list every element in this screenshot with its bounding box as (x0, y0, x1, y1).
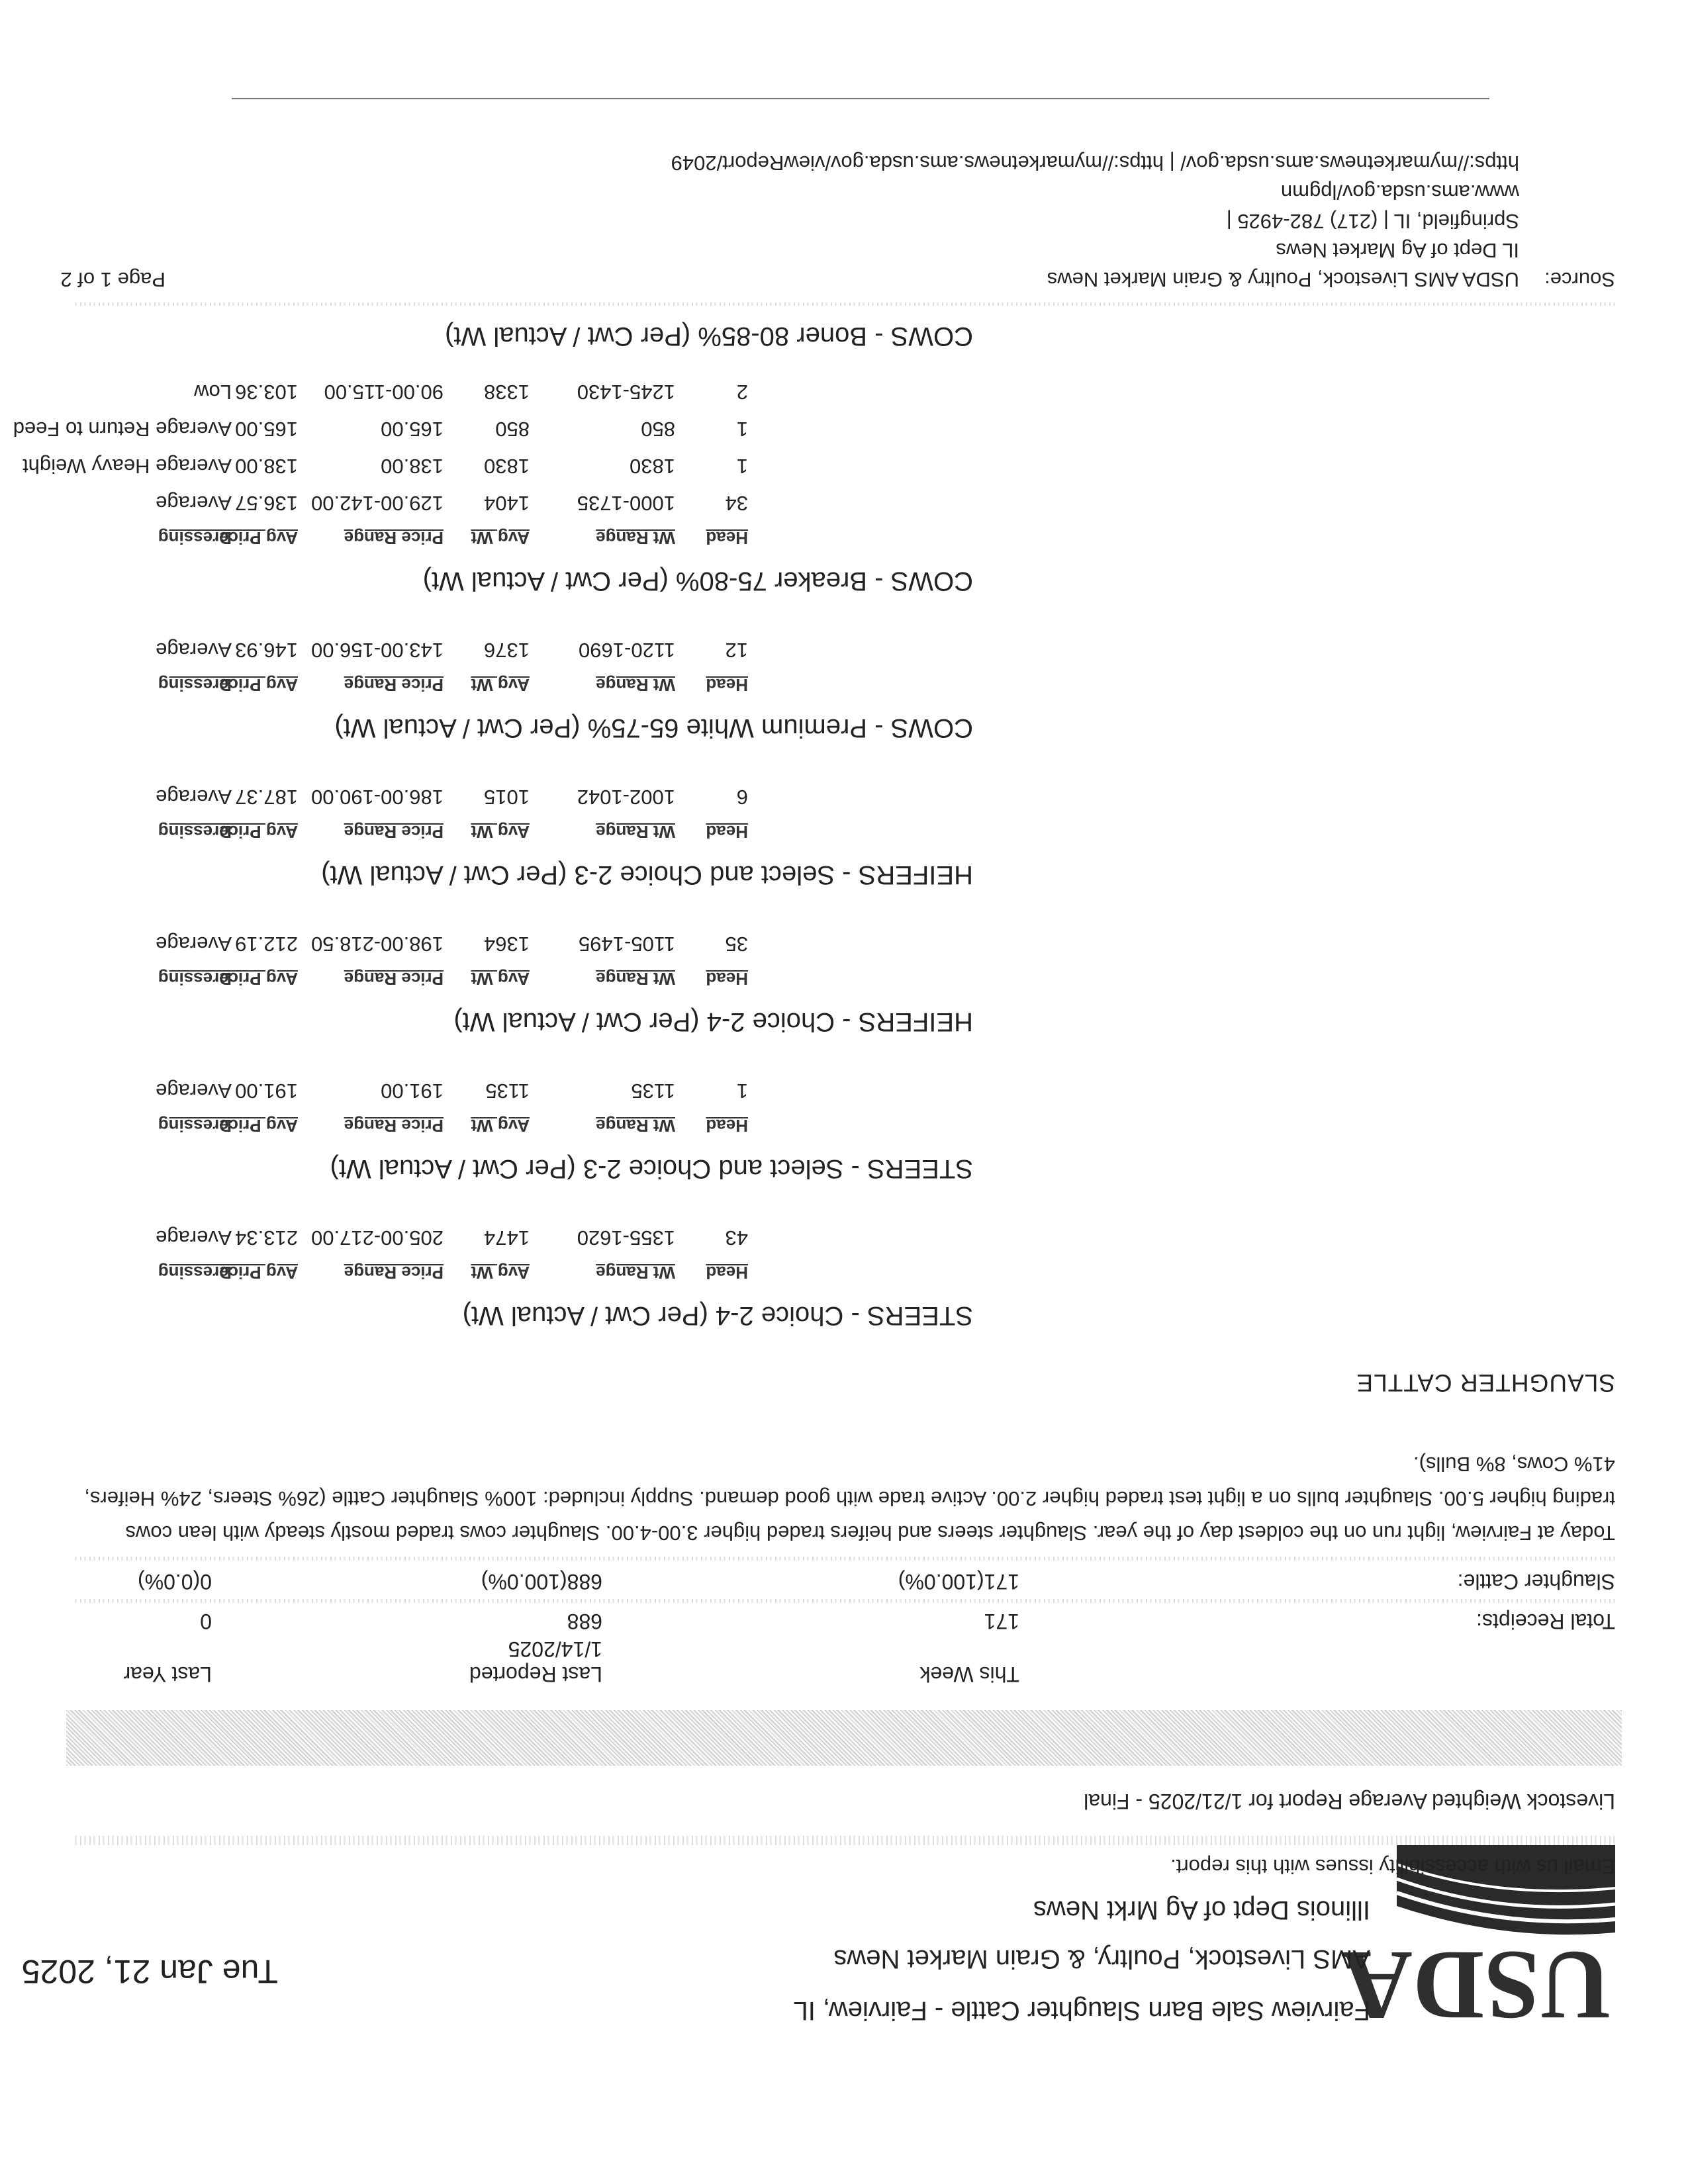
cell-dressing: Average Return to Feed (13, 418, 232, 441)
cell-wt-range: 1105-1495 (579, 933, 675, 956)
total-receipts-last-year: 0 (200, 1610, 212, 1633)
report-date: Tue Jan 21, 2025 (21, 1953, 278, 1990)
header-wt-range: Wt Range (596, 969, 675, 989)
cell-avg-price: 187.37 (235, 786, 298, 809)
total-receipts-label: Total Receipts: (1476, 1610, 1615, 1633)
cell-head: 6 (736, 786, 748, 809)
header-avg-price: Avg Price (219, 528, 298, 548)
cell-dressing: Average Heavy Weight (23, 455, 232, 478)
steers-choice-title: STEERS - Choice 2-4 (Per Cwt / Actual Wt) (462, 1301, 973, 1330)
cell-avg-wt: 1015 (484, 786, 530, 809)
header-wt-range: Wt Range (596, 528, 675, 548)
cell-dressing: Average (156, 1079, 232, 1103)
header-avg-wt: Avg Wt (471, 1116, 530, 1136)
cell-avg-wt: 1364 (484, 933, 530, 956)
col-this-week: This Week (919, 1662, 1019, 1686)
header-head: Head (706, 528, 748, 548)
slaughter-cattle-last-reported: 688(100.0%) (481, 1570, 602, 1594)
cell-wt-range: 1830 (630, 455, 675, 478)
header-head: Head (706, 969, 748, 989)
cell-dressing: Average (156, 639, 232, 662)
header-band (66, 1710, 1622, 1766)
section-heading: SLAUGHTER CATTLE (1356, 1369, 1615, 1396)
slaughter-cattle-label: Slaughter Cattle: (1457, 1570, 1615, 1594)
header-wt-range: Wt Range (596, 1263, 675, 1283)
cell-avg-wt: 1404 (484, 492, 530, 515)
cell-avg-wt: 1376 (484, 639, 530, 662)
header-avg-wt: Avg Wt (471, 675, 530, 695)
header-avg-wt: Avg Wt (471, 1263, 530, 1283)
agency-name: AMS Livestock, Poultry, & Grain Market News (833, 1944, 1370, 1974)
scan-divider (73, 1836, 1615, 1845)
cell-dressing: Average (156, 933, 232, 956)
header-dressing: Dressing (158, 822, 232, 842)
cell-head: 1 (736, 455, 748, 478)
header-dressing: Dressing (158, 528, 232, 548)
cell-avg-price: 191.00 (235, 1079, 298, 1103)
scan-divider (73, 302, 1615, 306)
header-wt-range: Wt Range (596, 675, 675, 695)
office-name: Illinois Dept of Ag Mrkt News (1033, 1895, 1370, 1925)
header-price-range: Price Range (344, 1116, 444, 1136)
header-dressing: Dressing (158, 1263, 232, 1283)
cell-head: 34 (725, 492, 748, 515)
header-avg-price: Avg Price (219, 675, 298, 695)
market-narrative: Today at Fairview, light run on the coldest day of the year. Slaughter steers and heifers traded higher 3.00-4.00. Slaughter cows traded mostly steady with lean cows trading higher 5.00. Slaughter bulls on a light test traded higher 2.00. Active trade with good demand. Supply included: 100% Slaughter Cattle (26% Steers, 24% Heifers, 41% Cows, 8% Bulls). (84, 1453, 1615, 1545)
cell-head: 1 (736, 418, 748, 441)
header-avg-price: Avg Price (219, 822, 298, 842)
total-receipts-this-week: 171 (984, 1610, 1019, 1633)
source-label: Source: (1544, 268, 1615, 291)
cell-price-range: 129.00-142.00 (311, 492, 444, 515)
header-head: Head (706, 1116, 748, 1136)
cell-price-range: 143.00-156.00 (311, 639, 444, 662)
cell-avg-wt: 1135 (485, 1079, 530, 1103)
header-head: Head (706, 822, 748, 842)
cell-wt-range: 1245-1430 (577, 381, 675, 404)
cows-breaker-title: COWS - Breaker 75-80% (Per Cwt / Actual Wt) (422, 567, 973, 596)
report-title: Fairview Sale Barn Slaughter Cattle - Fairview, IL (793, 1996, 1370, 2025)
cell-price-range: 165.00 (381, 418, 444, 441)
header-avg-price: Avg Price (219, 1116, 298, 1136)
cows-boner-title: COWS - Boner 80-85% (Per Cwt / Actual Wt) (445, 322, 973, 351)
cell-price-range: 186.00-190.00 (311, 786, 444, 809)
header-avg-wt: Avg Wt (471, 822, 530, 842)
cell-wt-range: 1002-1042 (577, 786, 675, 809)
cell-head: 1 (736, 1079, 748, 1103)
header-wt-range: Wt Range (596, 1116, 675, 1136)
header-avg-price: Avg Price (219, 1263, 298, 1283)
heifers-select-choice-title: HEIFERS - Select and Choice 2-3 (Per Cwt / Actual Wt) (321, 860, 973, 889)
source-link[interactable]: www.ams.usda.gov/lpgmn (1280, 181, 1519, 204)
cell-wt-range: 1000-1735 (577, 492, 675, 515)
header-price-range: Price Range (344, 1263, 444, 1283)
total-receipts-last-reported: 688 (567, 1610, 602, 1633)
header-head: Head (706, 675, 748, 695)
cell-wt-range: 1120-1690 (579, 639, 675, 662)
cell-head: 12 (725, 639, 748, 662)
header-avg-wt: Avg Wt (471, 969, 530, 989)
cell-price-range: 90.00-115.00 (324, 381, 444, 404)
slaughter-cattle-last-year: 0(0.0%) (137, 1570, 212, 1594)
cell-avg-wt: 850 (495, 418, 530, 441)
cell-avg-price: 136.57 (235, 492, 298, 515)
cell-avg-price: 146.93 (235, 639, 298, 662)
header-wt-range: Wt Range (596, 822, 675, 842)
header-price-range: Price Range (344, 822, 444, 842)
col-last-year: Last Year (123, 1662, 212, 1686)
cows-premium-white-title: COWS - Premium White 65-75% (Per Cwt / Actual Wt) (334, 713, 973, 743)
cell-avg-price: 212.19 (235, 933, 298, 956)
source-line: Springfield, IL | (217) 782-4925 | (1226, 210, 1519, 233)
cell-wt-range: 850 (641, 418, 675, 441)
header-avg-price: Avg Price (219, 969, 298, 989)
accessibility-email-link[interactable]: Email us with accessibility issues with this report. (1170, 1855, 1615, 1878)
cell-avg-wt: 1338 (484, 381, 530, 404)
cell-avg-price: 138.00 (235, 455, 298, 478)
heifers-choice-title: HEIFERS - Choice 2-4 (Per Cwt / Actual Wt) (453, 1007, 973, 1036)
source-line: IL Dept of Ag Market News (1276, 239, 1519, 262)
cell-avg-wt: 1830 (484, 455, 530, 478)
header-dressing: Dressing (158, 1116, 232, 1136)
source-line: USDA AMS Livestock, Poultry & Grain Market News (1047, 268, 1519, 291)
cell-dressing: Average (156, 492, 232, 515)
cell-head: 2 (736, 381, 748, 404)
cell-dressing: Low (194, 381, 232, 404)
cell-dressing: Average (156, 786, 232, 809)
cell-dressing: Average (156, 1226, 232, 1250)
scan-divider (73, 1557, 1615, 1561)
header-price-range: Price Range (344, 675, 444, 695)
source-link[interactable]: https://mymarketnews.ams.usda.gov/ | https://mymarketnews.ams.usda.gov/viewReport/2049 (671, 152, 1519, 175)
cell-avg-price: 213.34 (235, 1226, 298, 1250)
header-head: Head (706, 1263, 748, 1283)
last-reported-date: 1/14/2025 (508, 1637, 602, 1661)
header-dressing: Dressing (158, 969, 232, 989)
scan-divider (73, 1599, 1615, 1603)
page-number: Page 1 of 2 (60, 268, 165, 291)
header-dressing: Dressing (158, 675, 232, 695)
cell-price-range: 198.00-218.50 (311, 933, 444, 956)
report-subtitle: Livestock Weighted Average Report for 1/21/2025 - Final (1084, 1790, 1615, 1813)
slaughter-cattle-this-week: 171(100.0%) (898, 1570, 1019, 1594)
header-price-range: Price Range (344, 969, 444, 989)
cell-price-range: 191.00 (381, 1079, 444, 1103)
cell-avg-price: 103.36 (235, 381, 298, 404)
cell-head: 35 (725, 933, 748, 956)
cell-avg-wt: 1474 (484, 1226, 530, 1250)
cell-price-range: 205.00-217.00 (311, 1226, 444, 1250)
bottom-rule (232, 98, 1489, 99)
usda-logo-text: USDA (1340, 1931, 1611, 2040)
col-last-reported: Last Reported (469, 1662, 602, 1686)
cell-wt-range: 1135 (631, 1079, 675, 1103)
steers-select-choice-title: STEERS - Select and Choice 2-3 (Per Cwt / Actual Wt) (330, 1154, 973, 1183)
cell-avg-price: 165.00 (235, 418, 298, 441)
cell-wt-range: 1355-1620 (577, 1226, 675, 1250)
cell-head: 43 (725, 1226, 748, 1250)
header-price-range: Price Range (344, 528, 444, 548)
header-avg-wt: Avg Wt (471, 528, 530, 548)
cell-price-range: 138.00 (381, 455, 444, 478)
